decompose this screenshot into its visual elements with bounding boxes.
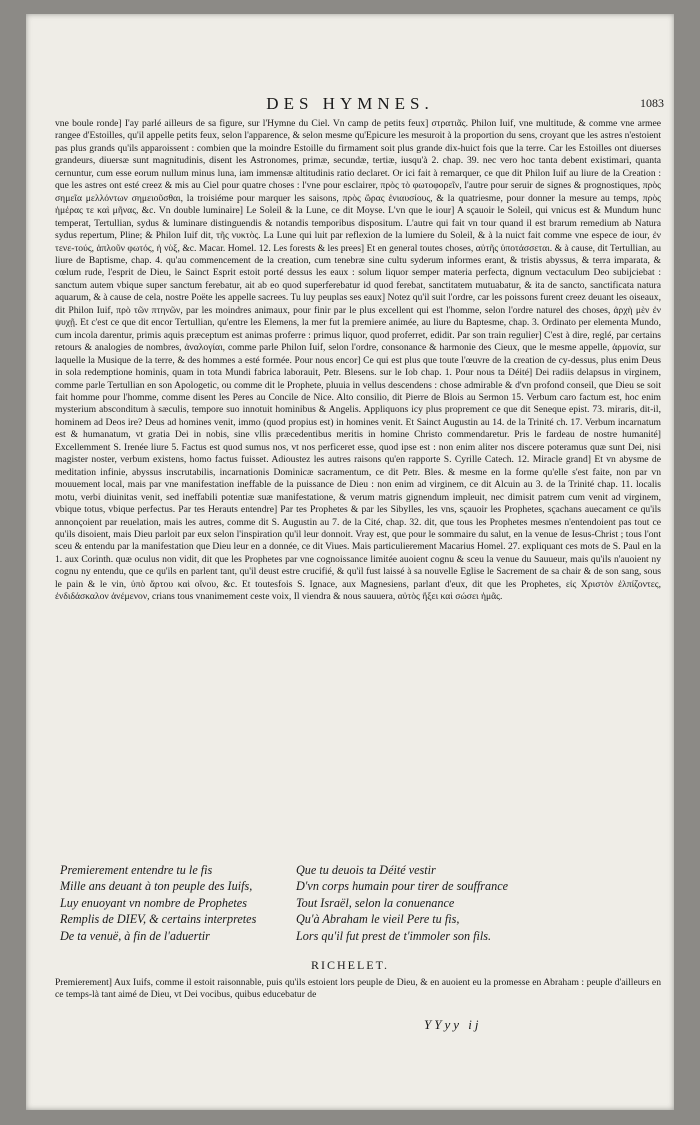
commentary-body bbox=[55, 118, 661, 604]
verse-line: Luy enuoyant vn nombre de Prophetes bbox=[60, 895, 247, 910]
verse-line: De ta venuë, à fin de l'aduertir bbox=[60, 928, 210, 943]
verse-right-column bbox=[296, 862, 508, 944]
book-page bbox=[26, 14, 674, 1110]
signature-mark: YYyy ij bbox=[424, 1017, 482, 1032]
commentary-note: Premierement] Aux Iuifs, comme il estoit raisonnable, puis qu'ils estoient lors peuple de Dieu, & en auoient eu la promesse en Abraham : peuple d'ailleurs en ce temps-là tant aimé de Dieu, vt Dei vocibus, quibus educebatur de bbox=[55, 977, 661, 1001]
verse-line: Tout Israël, selon la conuenance bbox=[296, 895, 455, 910]
verse-line: Qu'à Abraham le vieil Pere tu fis, bbox=[296, 912, 460, 927]
commentator-name: RICHELET. bbox=[310, 958, 390, 972]
verse-line: D'vn corps humain pour tirer de souffrance bbox=[296, 879, 509, 894]
running-title: DES HYMNES. bbox=[266, 94, 434, 113]
body-paragraph: vne boule ronde] I'ay parlé ailleurs de sa figure, sur l'Hymne du Ciel. Vn camp de petits feux] στρατιᾶς. Philon Iuif, vne multitude, & comme vne armee rangee d'Estoilles, qu'il appelle petits feux, selon l'apparence, & selon mesme qu'Epicure les mesuroit à la proportion du sens, croyant que les astres n'estoient pas plus grands qu'ils apparoissent : combien que la moindre Estoille du firmament soit plus grande dix-huict fois que la terre. Car les Estoilles ont diuerses grandeurs, diuersæ sunt magnitudinis, disent les Astronomes, primæ, secundæ, tertiæ, iusqu'à 2. chap. 39. nec vero hoc tanta debent existimari, quanta cernuntur, cum esse eorum nullum minus luna, iam immensæ altitudinis ratio declaret. Or ici fait à remarquer, ce que dit Philon Iuif au liure de la Creation : que les astres ont esté creez & mis au Ciel pour quatre choses : l'vne pour esclairer, πρὸς τὸ φωτοφορεῖν, l'autre pour seruir de signes & prognostiques, πρὸς σημεῖα μελλόντων σημειοῦσθαι, la troisiéme pour marquer les saisons, πρὸς ὥρας ἐνιαυσίους, & la quatriesme, pour donner la mesure au temps, πρὸς ἡμέρας τε καὶ μῆνας, &c. Vn double luminaire] Le Soleil & la Lune, ce dit Moyse. L'vn que le iour] A sçauoir le Soleil, qui vnicus est & Mundum hunc temperat, Tertullian, sydus & luminare distinguendis & notandis temporibus dispositum. L'autre qui fait vn tour quand il est brarum remedium ab Natura sydus repertum, Pline; & Philon Iuif dit, τῆς νυκτὸς. La Lune qui luit par reflexion de la lumiere du Soleil, & à la nuict fait comme vne espece de iour, ἐν τενε-τούς, ἁπλοῦν φωτός, ἡ νὺξ, &c. Macar. Homel. 12. Les forests & les prees] Et en general toutes choses, αὐτῆς ὑποτάσσεται. & à cause, dit Tertullian, au liure de Baptisme, chap. 4. qu'au commencement de la creation, cum tenebræ sine cultu syderum informes erant, & tristis abyssus, & terra imparata, & cœlum rude, l'esprit de Dieu, le Sainct Esprit estoit porté dessus les eaux : solum liquor semper materia perfecta, dignum vectaculum Deo subijciebat : sanctum autem vbique super sanctum ferebatur, ait ab eo quod superferebatur id quod ferebat, sanctitatem mutuabatur, & ita de sancto, sanctificata natura aquarum, & à cause de cela, nostre Poëte les appelle sacrees. Tu luy peuplas ses eaux] Notez qu'il suit l'ordre, car les poissons furent creez deuant les oiseaux, dit Philon Iuif, πρὸ τῶν πτηνῶν, par les moindres animaux, pour finir par le plus excellent qui est l'homme, selon l'ordre naturel des choses, ἀρχὴ μὲν ἐν ψυχῇ. Et c'est ce que dit encor Tertullian, qu'entre les Elemens, la mer fut la premiere animée, au liure du Baptesme, chap. 3. Ordinato per elementa Mundo, cum incola darentur, primis aquis præceptum est animas proferre : primus liquor, quod proferret, edidit. Par son train regulier] C'est à dire, reglé, par certains retours & analogies de nombres, ἀναλογίαι, comme parle Philon Iuif, selon l'ordre, consonance & harmonie des Cieux, que le mesme appelle, ἁρμονία, sur laquelle la Musique de la terre, & des hommes a esté formée. Pour nous encor] Ce qui est plus que toute l'œuvre de la creation de cy-dessus, plus enim Deus in sola redemptione hominis, quam in tota Mundi fabrica laborauit, Petr. Blesens. sur le Iob chap. 1. Pour nous ta Déité] Dei radiis delapsus in virginem, comme parle Tertullian en son Apologetic, ou comme dit le Prophete, pluuia in vellus descendens : chose admirable & d'vn profond conseil, que Dieu se soit fait homme pour l'homme, comme disent les Peres au Concile de Nice. Alto consilio, dit Pierre de Blois au Sermon 15. Verbum caro factum est, hoc enim mysterium absconditum à sæculis, tempore suo innotuit hominibus & Angelis. Appliquons icy plus proprement ce que dit Seneque epist. 73. miraris, dit-il, hominem ad Deos ire? Deus ad homines venit, immo (quod propius est) in homines venit. Et Sainct Augustin au 14. de la Trinité ch. 17. Verbum incarnatum est & humanatum, vt gratia Dei in nobis, sine vllis præcedentibus meritis in homine Christo commendaretur. Pris le fardeau de nostre humanité] Excellemment S. Irenée liure 5. Factus est quod sumus nos, vt nos perficeret esse, quod ipse est : non enim aliter nos discere poteramus quæ sunt Dei, nisi magister noster, verbum existens, homo factus fuisset. Adioustez les autres raisons qu'en rapporte S. Cyrille Catech. 12. Miracle grand] Et vn abysme de meditation infinie, abyssus inscrutabilis, incarnationis Dominicæ sacramentum, ce dit Petr. Bles. & mesme en la forme qu'elle s'est faite, non par vn mouuement local, mais par vne manifestation ineffable de la puissance de Dieu : non enim ad virginem, ce dit Alcuin au 3. de la Trinité chap. 11. localis motu, verbi diuinitas venit, sed ineffabili potentiæ suæ manifestatione, & verum matris gignendum impleuit, nec dimisit patrem cum venit ad virginem, vbique totus, vbique perfectus. Par tes Herauts entendre] Par tes Prophetes & par les Sibylles, les vns, sçauoir les Prophetes, sçachans auecament ce qu'ils annonçoient par reuelation, mais les autres, comme dit S. Augustin au 7. de la Cité, chap. 32. dit, que tous les Prophetes mesmes n'entendoient pas tout ce qu'ils disoient, mais Dieu parloit par eux selon l'inspiration qu'il leur donnoit. Vray est, que pour le sommaire du salut, en la venue de Iesus-Christ ; tous l'ont sceu & entendu par la manifestation que Dieu leur en a donnée, ce dit Viues. Mais particulierement Macarius Homel. 27. expliquant ces mots de S. Paul en la 1. aux Corinth. quæ oculus non vidit, dit que les Prophetes par vne cognoissance limitée auoient cognu & sceu la venue du Sauueur, mais qu'ils n'auoient ny cognu ny entendu, que ce qu'ils en parlent tant, qu'il deust estre crucifié, & qu'il fust laissé à sa nouvelle Eglise le Sacrement de sa chair & de son sang, sous le pain & le vin, ὑπὸ ἄρτου καὶ οἴνου, &c. Et toutesfois S. Ignace, aux Magnesiens, parlant d'eux, dit que les Prophetes, εἰς Χριστὸν ἐλπίζοντες, ἐνδιδάσκαλον ἀνέμενον, crians tous vnanimement ceste voix, Il viendra & nous sauuera, αὐτὸς ἥξει καὶ σώσει ἡμᾶς. bbox=[55, 118, 661, 603]
page-header bbox=[26, 94, 674, 118]
verse-line: Premierement entendre tu le fis bbox=[60, 863, 213, 877]
verse-line: Que tu deuois ta Déité vestir bbox=[296, 863, 436, 877]
verse-line: Mille ans deuant à ton peuple des Iuifs, bbox=[60, 879, 253, 894]
verse-line: Lors qu'il fut prest de t'immoler son fils. bbox=[296, 928, 492, 943]
verse-left-column bbox=[60, 862, 256, 944]
page-number: 1083 bbox=[640, 96, 664, 110]
verse-line: Remplis de DIEV, & certains interpretes bbox=[60, 912, 257, 927]
